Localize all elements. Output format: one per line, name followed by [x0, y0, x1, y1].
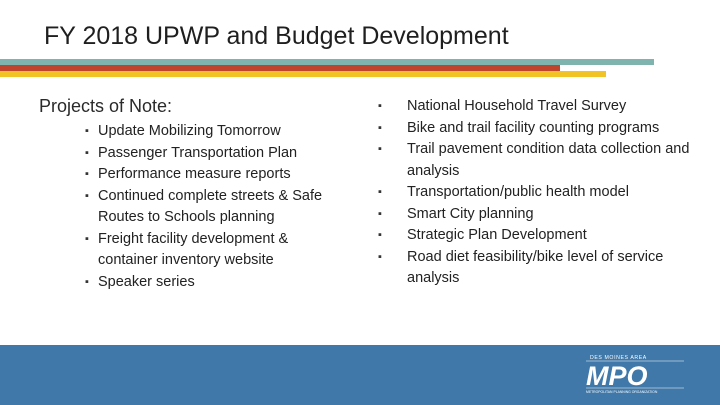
square-bullet-icon: ▪	[378, 143, 382, 155]
list-item-text: Trail pavement condition data collection and analysis	[407, 141, 690, 179]
list-item-text: Smart City planning	[407, 205, 534, 222]
mpo-logo	[586, 352, 686, 396]
square-bullet-icon: ▪	[378, 250, 382, 263]
square-bullet-icon: ▪	[85, 189, 89, 202]
list-item	[378, 182, 698, 204]
list-item-text: Speaker series	[98, 273, 195, 290]
list-item-text: Road diet feasibility/bike level of service analysis	[407, 248, 664, 286]
list-item	[378, 96, 698, 118]
list-item-text: Transportation/public health model	[407, 184, 629, 200]
square-bullet-icon: ▪	[378, 121, 382, 134]
accent-stripe-gold	[0, 71, 606, 77]
square-bullet-icon: ▪	[85, 275, 89, 288]
list-item-text: National Household Travel Survey	[407, 98, 627, 114]
list-item	[378, 225, 698, 247]
slide-title: FY 2018 UPWP and Budget Development	[44, 22, 509, 50]
list-item	[378, 247, 698, 290]
projects-list	[85, 121, 350, 293]
list-item-text: Update Mobilizing Tomorrow	[98, 123, 281, 139]
list-item-text: Strategic Plan Development	[407, 227, 587, 243]
square-bullet-icon: ▪	[378, 100, 382, 112]
logo-top-text: DES MOINES AREA	[590, 355, 647, 361]
list-item-text: Bike and trail facility counting programs	[407, 119, 660, 136]
list-item	[85, 143, 350, 165]
square-bullet-icon: ▪	[85, 146, 89, 159]
logo-sub-text: METROPOLITAN PLANNING ORGANIZATION	[586, 390, 658, 394]
list-item-text: Continued complete streets & Safe Routes to Schools planning	[98, 187, 323, 225]
list-item	[378, 139, 698, 182]
list-item	[378, 118, 698, 140]
list-item-text: Freight facility development & container inventory website	[98, 230, 289, 268]
square-bullet-icon: ▪	[85, 232, 89, 245]
square-bullet-icon: ▪	[378, 229, 382, 241]
square-bullet-icon: ▪	[378, 207, 382, 220]
list-item	[85, 164, 350, 186]
square-bullet-icon: ▪	[378, 186, 382, 198]
list-item-text: Performance measure reports	[98, 166, 291, 182]
list-item-text: Passenger Transportation Plan	[98, 144, 298, 161]
logo-main-text: MPO	[586, 361, 648, 391]
square-bullet-icon: ▪	[85, 125, 89, 137]
list-item	[378, 204, 698, 226]
list-item	[85, 186, 350, 229]
square-bullet-icon: ▪	[85, 168, 89, 180]
list-item	[85, 272, 350, 294]
additional-projects-list	[378, 96, 698, 290]
projects-heading: Projects of Note:	[39, 96, 173, 116]
list-item	[85, 121, 350, 143]
list-item	[85, 229, 350, 272]
